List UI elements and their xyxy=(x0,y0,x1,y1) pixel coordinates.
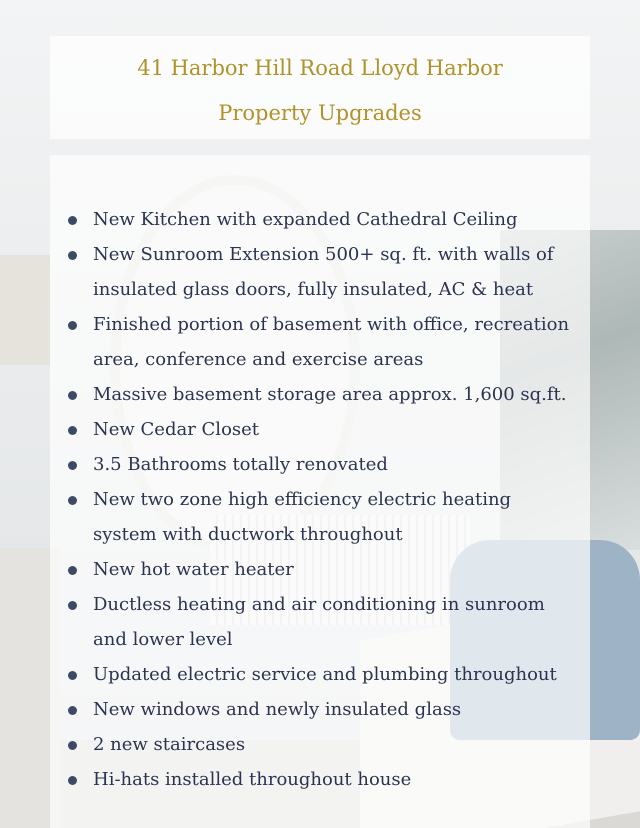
upgrades-list xyxy=(0,202,640,797)
list-item xyxy=(0,377,640,412)
list-item xyxy=(0,552,640,587)
bullet-icon xyxy=(68,741,77,750)
bullet-icon xyxy=(68,776,77,785)
list-item xyxy=(0,587,640,657)
list-item-text: Hi-hats installed throughout house xyxy=(93,769,412,790)
bullet-icon xyxy=(68,671,77,680)
bullet-icon xyxy=(68,251,77,260)
bullet-icon xyxy=(68,321,77,330)
property-address-title: 41 Harbor Hill Road Lloyd Harbor xyxy=(137,56,503,80)
list-item-text: New Kitchen with expanded Cathedral Ceiling xyxy=(93,209,518,230)
list-item-text: Ductless heating and air conditioning in sunroom and lower level xyxy=(93,594,545,650)
list-item-text: Massive basement storage area approx. 1,600 sq.ft. xyxy=(93,384,567,405)
list-item-text: 3.5 Bathrooms totally renovated xyxy=(93,454,388,475)
list-item-text: New hot water heater xyxy=(93,559,294,580)
bullet-icon xyxy=(68,461,77,470)
bullet-icon xyxy=(68,496,77,505)
list-item-text: New windows and newly insulated glass xyxy=(93,699,462,720)
list-item-text: New Cedar Closet xyxy=(93,419,260,440)
bullet-icon xyxy=(68,426,77,435)
list-item xyxy=(0,762,640,797)
list-item xyxy=(0,727,640,762)
bullet-icon xyxy=(68,706,77,715)
list-item-text: Finished portion of basement with office, recreation area, conference and exercise areas xyxy=(93,314,570,370)
list-item-text: 2 new staircases xyxy=(93,734,246,755)
list-item xyxy=(0,237,640,307)
list-item xyxy=(0,307,640,377)
bullet-icon xyxy=(68,391,77,400)
list-item xyxy=(0,447,640,482)
list-item xyxy=(0,412,640,447)
list-item xyxy=(0,482,640,552)
list-item xyxy=(0,657,640,692)
list-item xyxy=(0,202,640,237)
bullet-icon xyxy=(68,601,77,610)
bullet-icon xyxy=(68,566,77,575)
list-item xyxy=(0,692,640,727)
list-item-text: New Sunroom Extension 500+ sq. ft. with walls of insulated glass doors, fully insulated, AC & heat xyxy=(93,244,554,300)
list-item-text: New two zone high efficiency electric heating system with ductwork throughout xyxy=(93,489,512,545)
property-upgrades-heading: Property Upgrades xyxy=(218,101,422,125)
bullet-icon xyxy=(68,216,77,225)
list-item-text: Updated electric service and plumbing throughout xyxy=(93,664,557,685)
